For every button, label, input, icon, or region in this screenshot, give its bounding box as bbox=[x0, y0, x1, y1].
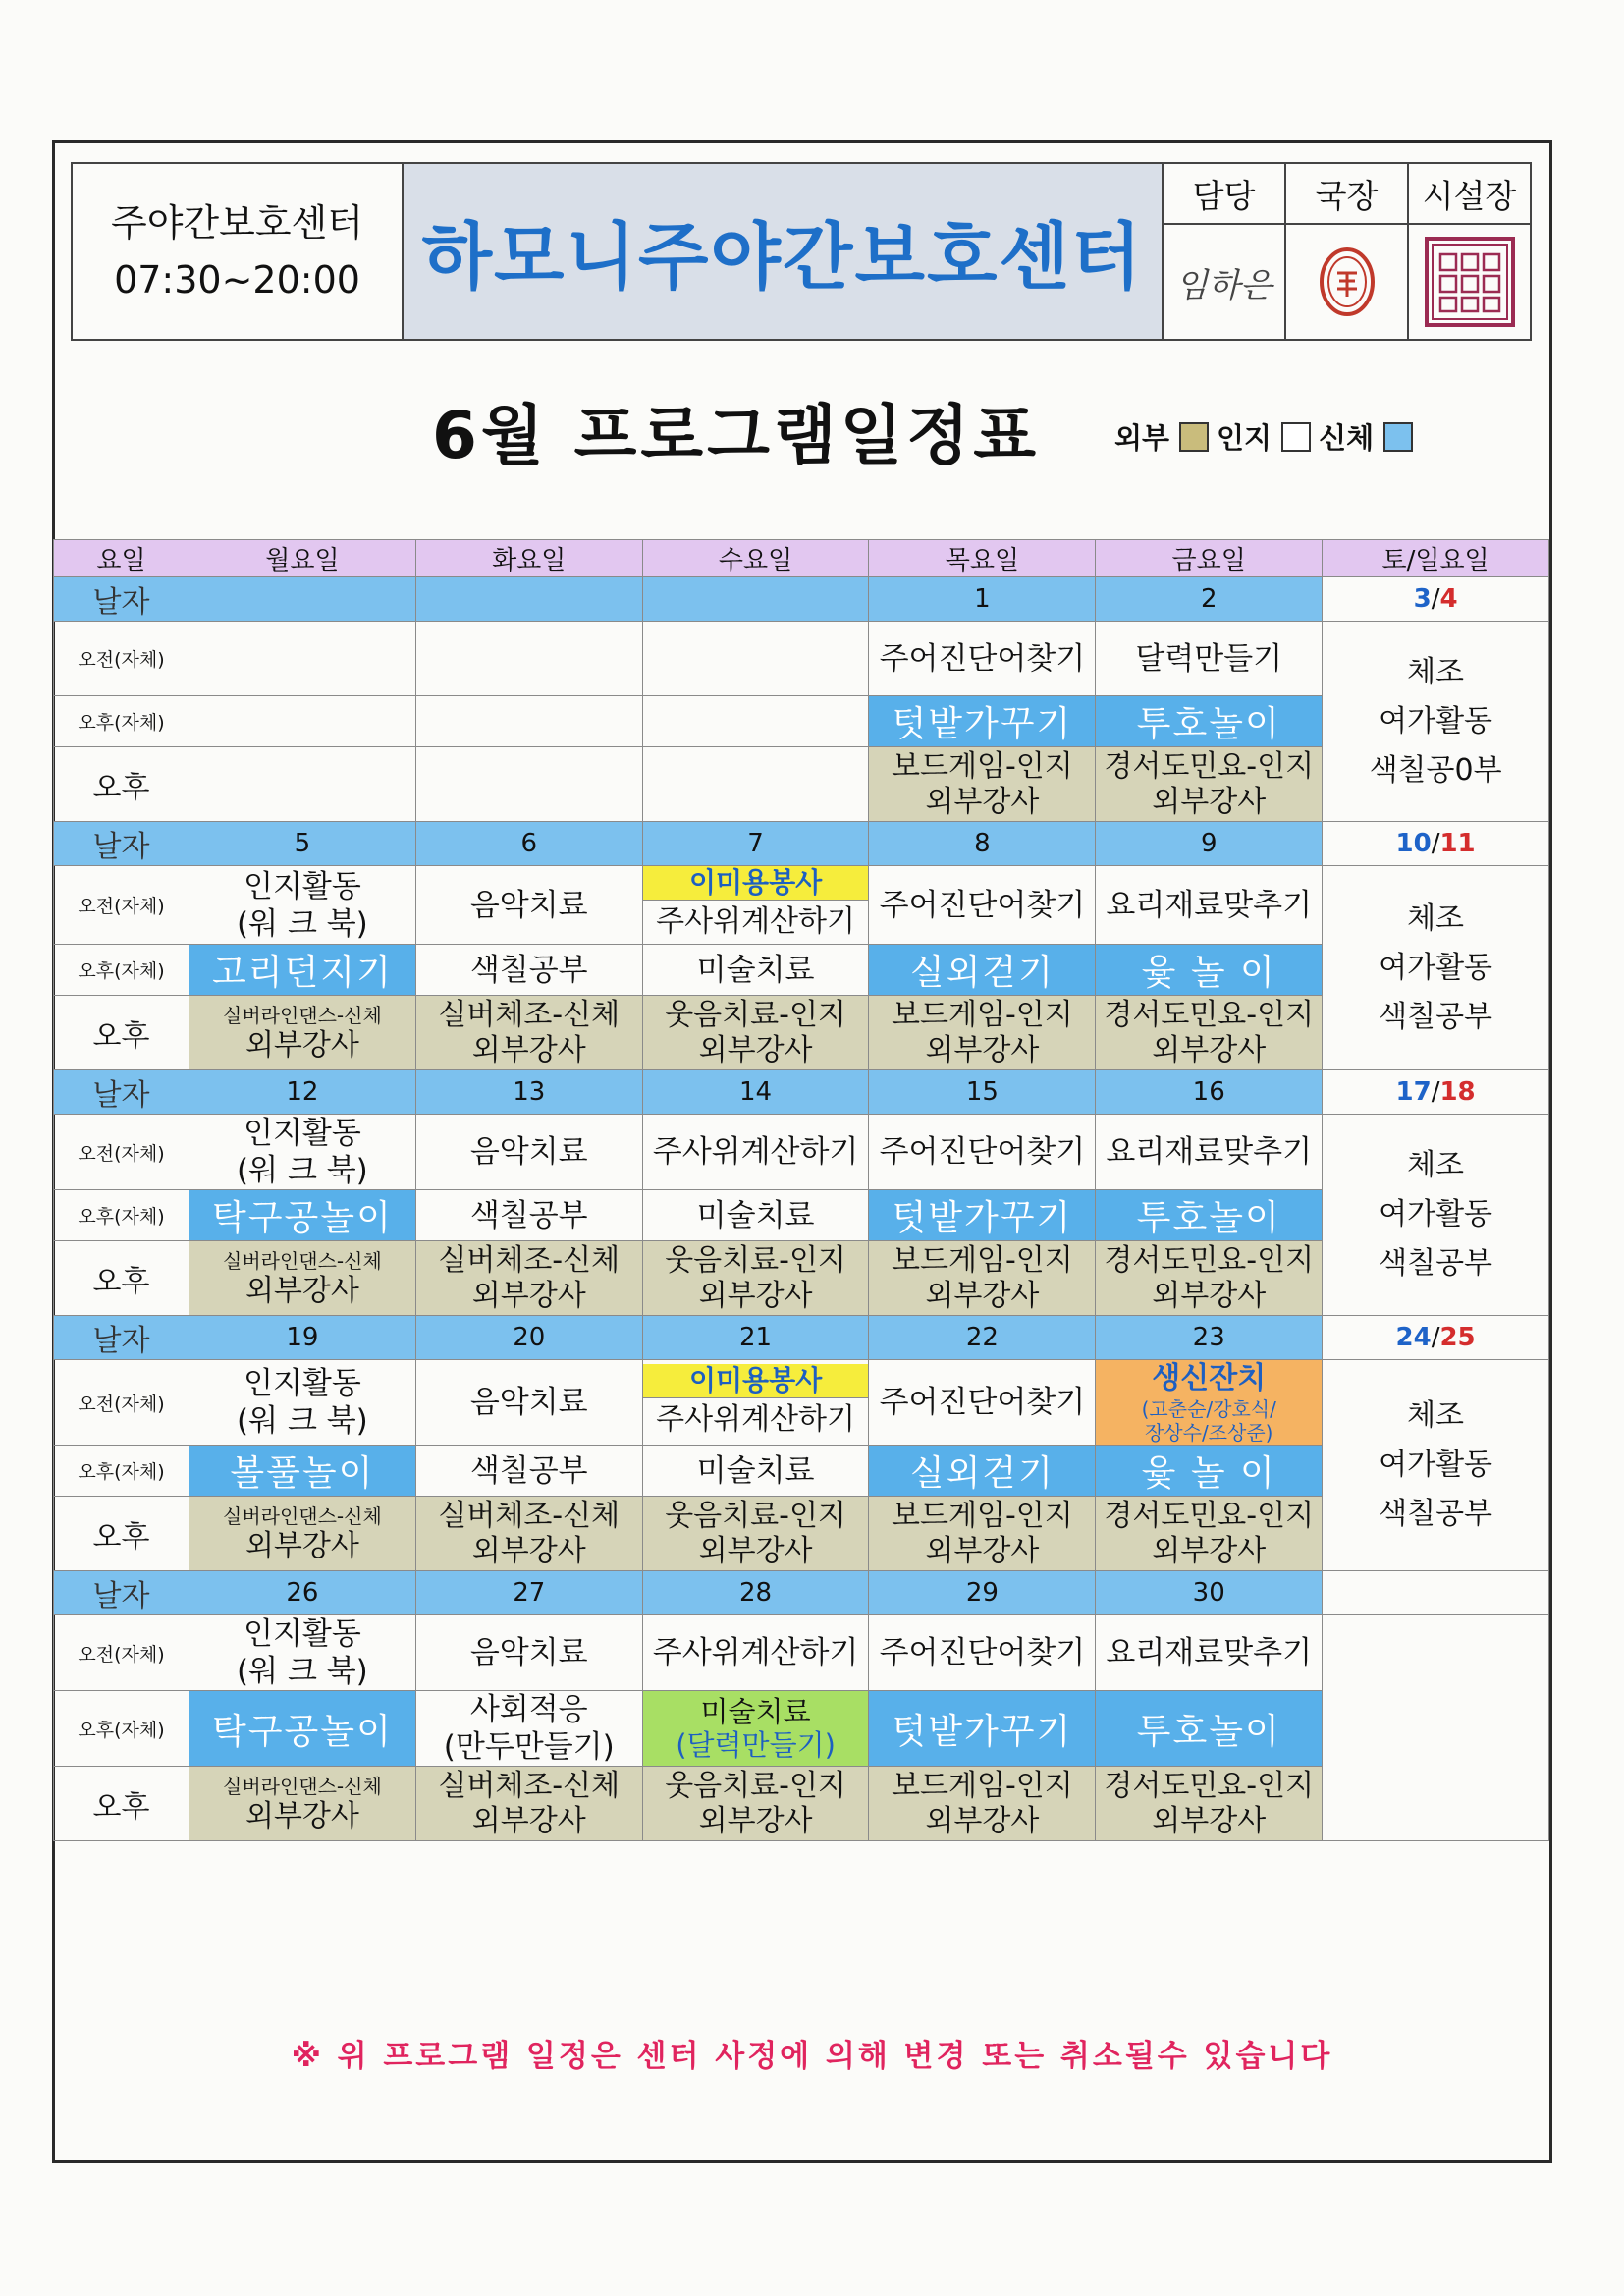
am-cell: 주사위계산하기 bbox=[642, 1115, 869, 1190]
approval-label: 국장 bbox=[1286, 164, 1407, 225]
pm-instructor: 외부강사 bbox=[1152, 1278, 1267, 1313]
am-cell: 요리재료맞추기 bbox=[1096, 1615, 1323, 1691]
weekend-activity: 색칠공부 bbox=[1379, 999, 1493, 1034]
date-row bbox=[54, 1316, 1549, 1360]
weekend-date-cell bbox=[1323, 1316, 1549, 1360]
notice-text: ※ 위 프로그램 일정은 센터 사정에 의해 변경 또는 취소될수 있습니다 bbox=[291, 2039, 1333, 2074]
am-cell: 주어진단어찾기 bbox=[869, 1360, 1096, 1446]
pm-instructor: 외부강사 bbox=[698, 1803, 813, 1838]
row-label-pm: 오후 bbox=[54, 1497, 189, 1571]
date-cell: 19 bbox=[189, 1316, 416, 1360]
pm-cell bbox=[189, 747, 416, 822]
weekend-activity: 체조 bbox=[1407, 1398, 1465, 1433]
pm-cell bbox=[642, 747, 869, 822]
date-cell: 15 bbox=[869, 1070, 1096, 1115]
am-row bbox=[54, 1615, 1549, 1691]
am-cell: 요리재료맞추기 bbox=[1096, 866, 1323, 945]
header-box bbox=[71, 162, 1532, 341]
center-name: 주야간보호센터 bbox=[111, 201, 363, 245]
am-cell: 음악치료 bbox=[415, 1360, 642, 1446]
date-cell: 29 bbox=[869, 1571, 1096, 1615]
center-info bbox=[73, 164, 404, 339]
sunday-date: 18 bbox=[1439, 1077, 1476, 1107]
pm-cell bbox=[1096, 996, 1323, 1070]
pm-self-cell bbox=[415, 696, 642, 747]
pm-self-cell: 고리던지기 bbox=[189, 945, 416, 996]
pm-self-cell: 탁구공놀이 bbox=[189, 1691, 416, 1767]
pm-cell bbox=[869, 996, 1096, 1070]
pm-program: 보드게임-인지 bbox=[892, 1242, 1073, 1278]
pm-self-cell: 색칠공부 bbox=[415, 1190, 642, 1241]
volunteer-badge: 이미용봉사 bbox=[643, 866, 869, 901]
saturday-date: 24 bbox=[1395, 1323, 1432, 1352]
am-activity: 주사위계산하기 bbox=[656, 904, 855, 939]
pm-instructor: 외부강사 bbox=[698, 1533, 813, 1568]
pm-cell bbox=[189, 1767, 416, 1841]
date-separator: / bbox=[1431, 584, 1440, 614]
date-cell: 21 bbox=[642, 1316, 869, 1360]
pm-instructor: 외부강사 bbox=[244, 1528, 359, 1563]
weekend-activity: 체조 bbox=[1407, 1148, 1465, 1182]
row-label-pm-self: 오후(자체) bbox=[54, 945, 189, 996]
pm-self-cell bbox=[642, 1691, 869, 1767]
date-cell: 6 bbox=[415, 822, 642, 866]
am-cell: 주어진단어찾기 bbox=[869, 866, 1096, 945]
blank-row bbox=[54, 1841, 1549, 1843]
am-cell: 음악치료 bbox=[415, 1115, 642, 1190]
pm-activity-sub: (달력만들기) bbox=[676, 1728, 836, 1762]
am-row bbox=[54, 1115, 1549, 1190]
am-cell bbox=[189, 622, 416, 696]
am-cell: 인지활동 (워 크 북) bbox=[189, 866, 416, 945]
date-cell: 22 bbox=[869, 1316, 1096, 1360]
row-label-am: 오전(자체) bbox=[54, 1115, 189, 1190]
row-label-pm-self: 오후(자체) bbox=[54, 1446, 189, 1497]
date-cell: 13 bbox=[415, 1070, 642, 1115]
am-cell: 인지활동 (워 크 북) bbox=[189, 1360, 416, 1446]
date-cell: 23 bbox=[1096, 1316, 1323, 1360]
date-cell bbox=[415, 577, 642, 622]
staff-signature: 임하은 bbox=[1175, 265, 1272, 305]
date-cell: 9 bbox=[1096, 822, 1323, 866]
pm-self-cell bbox=[642, 696, 869, 747]
date-label: 날자 bbox=[54, 1316, 189, 1360]
am-cell bbox=[642, 1360, 869, 1446]
pm-self-cell: 텃밭가꾸기 bbox=[869, 696, 1096, 747]
pm-cell bbox=[415, 996, 642, 1070]
center-hours: 07:30~20:00 bbox=[114, 258, 360, 301]
pm-program: 웃음치료-인지 bbox=[665, 1242, 846, 1278]
weekday-header-row bbox=[54, 540, 1549, 577]
am-cell: 음악치료 bbox=[415, 866, 642, 945]
pm-program: 경서도민요-인지 bbox=[1104, 748, 1315, 784]
pm-cell bbox=[1096, 1241, 1323, 1316]
legend-swatch-physical bbox=[1383, 422, 1413, 452]
date-cell: 5 bbox=[189, 822, 416, 866]
pm-instructor: 외부강사 bbox=[698, 1278, 813, 1313]
date-cell bbox=[642, 577, 869, 622]
row-label-pm-self: 오후(자체) bbox=[54, 1190, 189, 1241]
am-cell: 주어진단어찾기 bbox=[869, 622, 1096, 696]
weekend-empty bbox=[1323, 1615, 1549, 1841]
pm-cell bbox=[869, 1497, 1096, 1571]
pm-instructor: 외부강사 bbox=[698, 1032, 813, 1067]
date-separator: / bbox=[1431, 1323, 1440, 1352]
schedule-table bbox=[53, 539, 1549, 1842]
pm-instructor: 외부강사 bbox=[471, 1032, 586, 1067]
weekend-activities bbox=[1323, 1115, 1549, 1316]
pm-program: 실버체조-신체 bbox=[438, 1242, 621, 1278]
date-label: 날자 bbox=[54, 1070, 189, 1115]
date-cell: 1 bbox=[869, 577, 1096, 622]
pm-instructor: 외부강사 bbox=[244, 1027, 359, 1063]
saturday-date: 17 bbox=[1395, 1077, 1432, 1107]
am-cell bbox=[642, 622, 869, 696]
weekend-date-cell bbox=[1323, 822, 1549, 866]
birthday-title: 생신잔치 bbox=[1152, 1361, 1267, 1395]
pm-program: 경서도민요-인지 bbox=[1104, 997, 1315, 1032]
am-cell: 요리재료맞추기 bbox=[1096, 1115, 1323, 1190]
pm-instructor: 외부강사 bbox=[471, 1278, 586, 1313]
pm-self-cell: 색칠공부 bbox=[415, 1446, 642, 1497]
pm-instructor: 외부강사 bbox=[1152, 1533, 1267, 1568]
official-seal-icon bbox=[1423, 235, 1517, 329]
date-cell bbox=[189, 577, 416, 622]
blank-cell bbox=[54, 1841, 1549, 1843]
pm-program: 경서도민요-인지 bbox=[1104, 1768, 1315, 1803]
saturday-date: 3 bbox=[1413, 584, 1432, 614]
approval-label: 담당 bbox=[1164, 164, 1284, 225]
date-cell: 28 bbox=[642, 1571, 869, 1615]
date-separator: / bbox=[1431, 829, 1440, 858]
am-cell: 인지활동 (워 크 북) bbox=[189, 1615, 416, 1691]
date-separator: / bbox=[1431, 1077, 1440, 1107]
pm-self-cell: 볼풀놀이 bbox=[189, 1446, 416, 1497]
approval-box bbox=[1164, 164, 1530, 339]
pm-cell bbox=[642, 996, 869, 1070]
date-row bbox=[54, 577, 1549, 622]
pm-self-cell: 실외걷기 bbox=[869, 945, 1096, 996]
pm-program: 실버체조-신체 bbox=[438, 997, 621, 1032]
pm-program: 웃음치료-인지 bbox=[665, 1768, 846, 1803]
pm-self-cell: 미술치료 bbox=[642, 1446, 869, 1497]
sunday-date: 4 bbox=[1439, 584, 1458, 614]
pm-self-cell: 투호놀이 bbox=[1096, 1691, 1323, 1767]
pm-program: 보드게임-인지 bbox=[892, 997, 1073, 1032]
approval-head bbox=[1409, 164, 1530, 339]
pm-instructor: 외부강사 bbox=[925, 1278, 1040, 1313]
pm-instructor: 외부강사 bbox=[925, 1803, 1040, 1838]
legend-label-cognitive: 인지 bbox=[1217, 421, 1272, 455]
weekend-activity: 체조 bbox=[1407, 901, 1465, 936]
date-row bbox=[54, 1070, 1549, 1115]
legend bbox=[1114, 416, 1421, 457]
row-label-pm: 오후 bbox=[54, 996, 189, 1070]
pm-cell bbox=[869, 1767, 1096, 1841]
row-label-pm: 오후 bbox=[54, 747, 189, 822]
row-label-am: 오전(자체) bbox=[54, 622, 189, 696]
date-cell: 16 bbox=[1096, 1070, 1323, 1115]
pm-cell bbox=[189, 1241, 416, 1316]
pm-cell bbox=[1096, 1497, 1323, 1571]
birthday-cell bbox=[1096, 1360, 1323, 1446]
pm-cell bbox=[642, 1767, 869, 1841]
am-cell: 주어진단어찾기 bbox=[869, 1615, 1096, 1691]
pm-self-cell: 텃밭가꾸기 bbox=[869, 1691, 1096, 1767]
legend-swatch-cognitive bbox=[1281, 422, 1311, 452]
approval-director bbox=[1286, 164, 1409, 339]
pm-self-cell: 실외걷기 bbox=[869, 1446, 1096, 1497]
weekend-date-cell bbox=[1323, 1070, 1549, 1115]
am-cell: 주사위계산하기 bbox=[642, 1615, 869, 1691]
legend-swatch-external bbox=[1179, 422, 1209, 452]
pm-cell bbox=[642, 1241, 869, 1316]
pm-instructor: 외부강사 bbox=[244, 1798, 359, 1833]
am-cell: 주어진단어찾기 bbox=[869, 1115, 1096, 1190]
am-row bbox=[54, 866, 1549, 945]
pm-cell bbox=[189, 996, 416, 1070]
date-label: 날자 bbox=[54, 822, 189, 866]
birthday-names: (고춘순/강호식/ 장상수/조상준) bbox=[1141, 1397, 1276, 1445]
pm-self-cell: 사회적응 (만두만들기) bbox=[415, 1691, 642, 1767]
pm-program: 실버라인댄스-신체 bbox=[223, 1003, 382, 1027]
weekday-cell: 금요일 bbox=[1096, 540, 1323, 577]
pm-instructor: 외부강사 bbox=[244, 1273, 359, 1308]
pm-cell bbox=[415, 1241, 642, 1316]
pm-self-cell: 색칠공부 bbox=[415, 945, 642, 996]
approval-staff bbox=[1164, 164, 1286, 339]
pm-program: 보드게임-인지 bbox=[892, 748, 1073, 784]
date-cell: 30 bbox=[1096, 1571, 1323, 1615]
row-label-am: 오전(자체) bbox=[54, 1615, 189, 1691]
page-title: 6월 프로그램일정표 bbox=[432, 398, 1040, 473]
pm-cell bbox=[1096, 1767, 1323, 1841]
date-row bbox=[54, 822, 1549, 866]
pm-cell bbox=[189, 1497, 416, 1571]
weekend-activity: 여가활동 bbox=[1379, 950, 1493, 985]
weekend-date-cell bbox=[1323, 1571, 1549, 1615]
center-title: 하모니주야간보호센터 bbox=[404, 164, 1164, 339]
pm-program: 실버라인댄스-신체 bbox=[223, 1503, 382, 1528]
pm-program: 경서도민요-인지 bbox=[1104, 1498, 1315, 1533]
date-cell: 8 bbox=[869, 822, 1096, 866]
legend-label-external: 외부 bbox=[1114, 421, 1170, 455]
date-cell: 12 bbox=[189, 1070, 416, 1115]
pm-cell bbox=[415, 1767, 642, 1841]
pm-program: 웃음치료-인지 bbox=[665, 1498, 846, 1533]
weekend-activity: 여가활동 bbox=[1379, 1448, 1493, 1482]
weekend-activities bbox=[1323, 622, 1549, 822]
pm-self-cell: 투호놀이 bbox=[1096, 696, 1323, 747]
date-cell: 7 bbox=[642, 822, 869, 866]
pm-program: 실버라인댄스-신체 bbox=[223, 1774, 382, 1798]
weekend-activity: 색칠공부 bbox=[1379, 1246, 1493, 1281]
weekend-activities bbox=[1323, 1360, 1549, 1571]
row-label-pm-self: 오후(자체) bbox=[54, 696, 189, 747]
pm-self-cell: 탁구공놀이 bbox=[189, 1190, 416, 1241]
am-cell: 달력만들기 bbox=[1096, 622, 1323, 696]
pm-program: 실버라인댄스-신체 bbox=[223, 1248, 382, 1273]
row-label-am: 오전(자체) bbox=[54, 1360, 189, 1446]
legend-label-physical: 신체 bbox=[1319, 421, 1375, 455]
row-label-pm: 오후 bbox=[54, 1241, 189, 1316]
director-stamp-icon bbox=[1318, 246, 1377, 318]
volunteer-badge: 이미용봉사 bbox=[643, 1364, 869, 1398]
pm-instructor: 외부강사 bbox=[925, 1533, 1040, 1568]
am-row bbox=[54, 1360, 1549, 1446]
pm-instructor: 외부강사 bbox=[471, 1803, 586, 1838]
am-cell bbox=[415, 622, 642, 696]
weekday-cell: 화요일 bbox=[415, 540, 642, 577]
am-cell: 인지활동 (워 크 북) bbox=[189, 1115, 416, 1190]
pm-instructor: 외부강사 bbox=[1152, 784, 1267, 819]
weekend-date-cell bbox=[1323, 577, 1549, 622]
pm-cell bbox=[415, 747, 642, 822]
pm-instructor: 외부강사 bbox=[1152, 1803, 1267, 1838]
sunday-date: 11 bbox=[1439, 829, 1476, 858]
pm-cell bbox=[869, 747, 1096, 822]
date-cell: 2 bbox=[1096, 577, 1323, 622]
pm-cell bbox=[415, 1497, 642, 1571]
date-cell: 20 bbox=[415, 1316, 642, 1360]
weekday-cell: 월요일 bbox=[189, 540, 416, 577]
pm-self-cell: 미술치료 bbox=[642, 1190, 869, 1241]
pm-self-cell bbox=[189, 696, 416, 747]
weekday-cell: 토/일요일 bbox=[1323, 540, 1549, 577]
weekday-label: 요일 bbox=[54, 540, 189, 577]
sunday-date: 25 bbox=[1439, 1323, 1476, 1352]
pm-instructor: 외부강사 bbox=[1152, 1032, 1267, 1067]
date-row bbox=[54, 1571, 1549, 1615]
pm-program: 보드게임-인지 bbox=[892, 1498, 1073, 1533]
pm-self-cell: 투호놀이 bbox=[1096, 1190, 1323, 1241]
weekend-activity: 여가활동 bbox=[1379, 1197, 1493, 1231]
pm-activity: 미술치료 bbox=[700, 1695, 811, 1728]
weekend-activities bbox=[1323, 866, 1549, 1070]
am-row bbox=[54, 622, 1549, 696]
pm-self-cell: 미술치료 bbox=[642, 945, 869, 996]
weekend-activity: 여가활동 bbox=[1379, 703, 1493, 738]
approval-label: 시설장 bbox=[1409, 164, 1530, 225]
pm-self-cell: 윷 놀 이 bbox=[1096, 945, 1323, 996]
pm-instructor: 외부강사 bbox=[471, 1533, 586, 1568]
date-label: 날자 bbox=[54, 1571, 189, 1615]
pm-cell bbox=[642, 1497, 869, 1571]
date-cell: 14 bbox=[642, 1070, 869, 1115]
date-cell: 26 bbox=[189, 1571, 416, 1615]
row-label-pm: 오후 bbox=[54, 1767, 189, 1841]
pm-instructor: 외부강사 bbox=[925, 784, 1040, 819]
weekend-activity: 체조 bbox=[1407, 654, 1465, 689]
weekday-cell: 목요일 bbox=[869, 540, 1096, 577]
pm-instructor: 외부강사 bbox=[925, 1032, 1040, 1067]
row-label-pm-self: 오후(자체) bbox=[54, 1691, 189, 1767]
pm-program: 웃음치료-인지 bbox=[665, 997, 846, 1032]
saturday-date: 10 bbox=[1395, 829, 1432, 858]
date-label: 날자 bbox=[54, 577, 189, 622]
pm-cell bbox=[869, 1241, 1096, 1316]
pm-program: 실버체조-신체 bbox=[438, 1498, 621, 1533]
pm-program: 경서도민요-인지 bbox=[1104, 1242, 1315, 1278]
pm-self-cell: 텃밭가꾸기 bbox=[869, 1190, 1096, 1241]
weekday-cell: 수요일 bbox=[642, 540, 869, 577]
am-activity: 주사위계산하기 bbox=[656, 1401, 855, 1437]
pm-program: 실버체조-신체 bbox=[438, 1768, 621, 1803]
pm-program: 보드게임-인지 bbox=[892, 1768, 1073, 1803]
am-cell: 음악치료 bbox=[415, 1615, 642, 1691]
date-cell: 27 bbox=[415, 1571, 642, 1615]
row-label-am: 오전(자체) bbox=[54, 866, 189, 945]
weekend-activity: 색칠공부 bbox=[1379, 1497, 1493, 1531]
weekend-activity: 색칠공0부 bbox=[1369, 752, 1502, 788]
am-cell bbox=[642, 866, 869, 945]
pm-cell bbox=[1096, 747, 1323, 822]
pm-self-cell: 윷 놀 이 bbox=[1096, 1446, 1323, 1497]
